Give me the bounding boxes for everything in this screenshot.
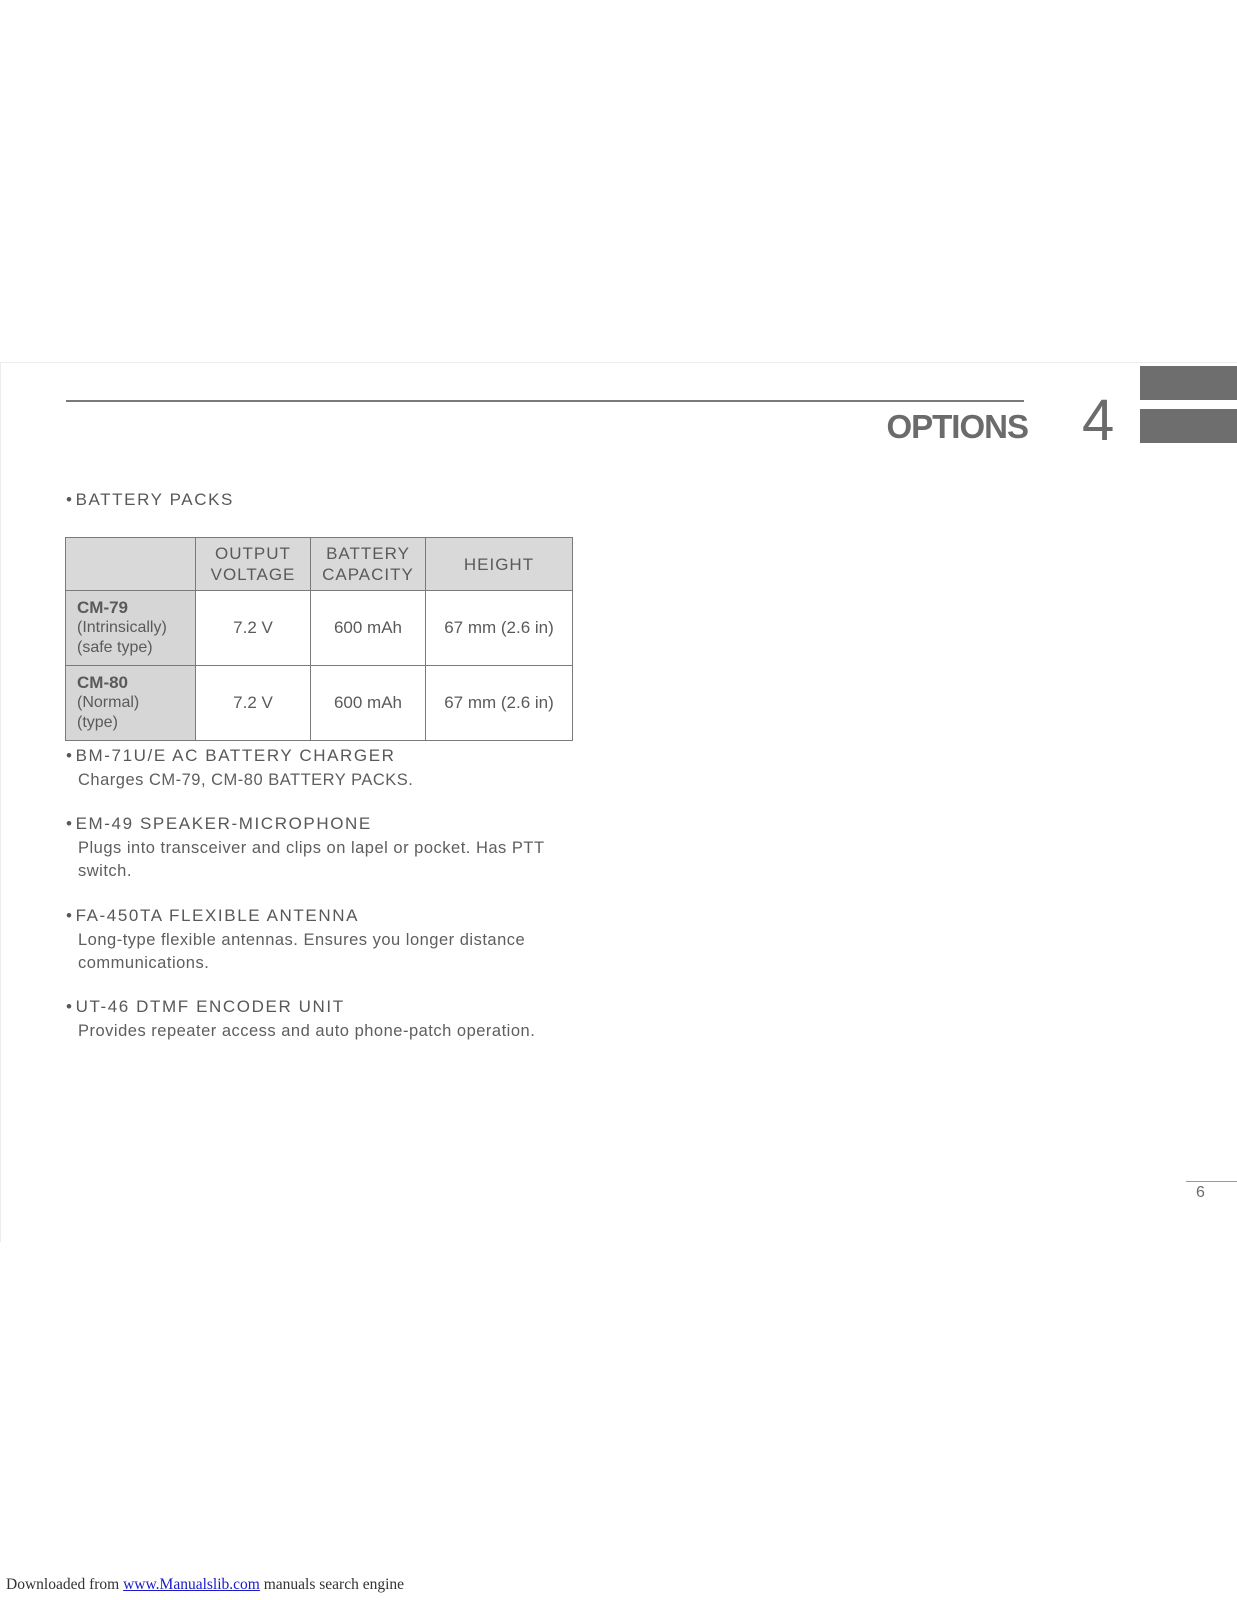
voltage-cell: 7.2 V (196, 666, 311, 741)
footer-link[interactable]: www.Manualslib.com (123, 1576, 260, 1593)
header-battery-line-1: BATTERY (326, 544, 410, 563)
speaker-microphone-heading-text: EM-49 SPEAKER-MICROPHONE (75, 814, 372, 833)
encoder-heading-text: UT-46 DTMF ENCODER UNIT (75, 997, 345, 1016)
page-edge-left (0, 362, 1, 1242)
table-row (66, 591, 573, 666)
header-rule (66, 400, 1024, 402)
page-number: 6 (1196, 1184, 1205, 1201)
model-name: CM-79 (77, 598, 129, 617)
battery-packs-table (65, 537, 573, 741)
height-cell: 67 mm (2.6 in) (426, 591, 573, 666)
bullet: • (66, 997, 74, 1016)
chapter-number: 4 (1082, 388, 1115, 453)
charger-description: Charges CM-79, CM-80 BATTERY PACKS. (78, 771, 414, 789)
capacity-cell: 600 mAh (311, 666, 426, 741)
voltage-cell: 7.2 V (196, 591, 311, 666)
bullet: • (66, 906, 74, 925)
antenna-heading (66, 906, 359, 926)
model-desc-line-1: (Normal) (77, 694, 140, 711)
capacity-cell: 600 mAh (311, 591, 426, 666)
bullet: • (66, 746, 74, 765)
header-output-line-1: OUTPUT (215, 544, 291, 563)
footer (6, 1576, 404, 1594)
speaker-microphone-heading (66, 814, 372, 834)
antenna-heading-text: FA-450TA FLEXIBLE ANTENNA (75, 906, 360, 925)
header-cell-model (66, 538, 196, 591)
encoder-heading (66, 997, 345, 1017)
table-row (66, 666, 573, 741)
chapter-title: OPTIONS (886, 408, 1028, 445)
model-desc-line-1: (Intrinsically) (77, 619, 167, 636)
charger-heading (66, 746, 396, 766)
chapter-tab-upper (1140, 366, 1237, 400)
footer-suffix: manuals search engine (259, 1576, 405, 1593)
battery-packs-heading (66, 490, 234, 510)
speaker-microphone-description: Plugs into transceiver and clips on lapel or pocket. Has PTT switch. (78, 839, 545, 880)
model-cell (66, 666, 196, 741)
encoder-description: Provides repeater access and auto phone-patch operation. (78, 1022, 536, 1040)
antenna-description: Long-type flexible antennas. Ensures you longer distance communications. (78, 931, 526, 972)
header-cell-height: HEIGHT (426, 538, 573, 591)
header-battery-line-2: CAPACITY (322, 565, 414, 584)
footer-prefix: Downloaded from (6, 1576, 124, 1593)
model-name: CM-80 (77, 673, 129, 692)
height-cell: 67 mm (2.6 in) (426, 666, 573, 741)
table-header-row (66, 538, 573, 591)
page-number-rule (1186, 1181, 1237, 1182)
header-output-line-2: VOLTAGE (210, 565, 296, 584)
bullet: • (66, 490, 74, 509)
battery-packs-heading-text: BATTERY PACKS (75, 490, 234, 509)
bullet: • (66, 814, 74, 833)
model-desc-line-2: (safe type) (77, 639, 153, 656)
model-cell (66, 591, 196, 666)
model-desc-line-2: (type) (77, 714, 118, 731)
charger-heading-text: BM-71U/E AC BATTERY CHARGER (75, 746, 396, 765)
chapter-tab-lower (1140, 409, 1237, 443)
header-cell-battery-capacity (311, 538, 426, 591)
page-edge-top (0, 362, 1237, 363)
header-cell-output-voltage (196, 538, 311, 591)
